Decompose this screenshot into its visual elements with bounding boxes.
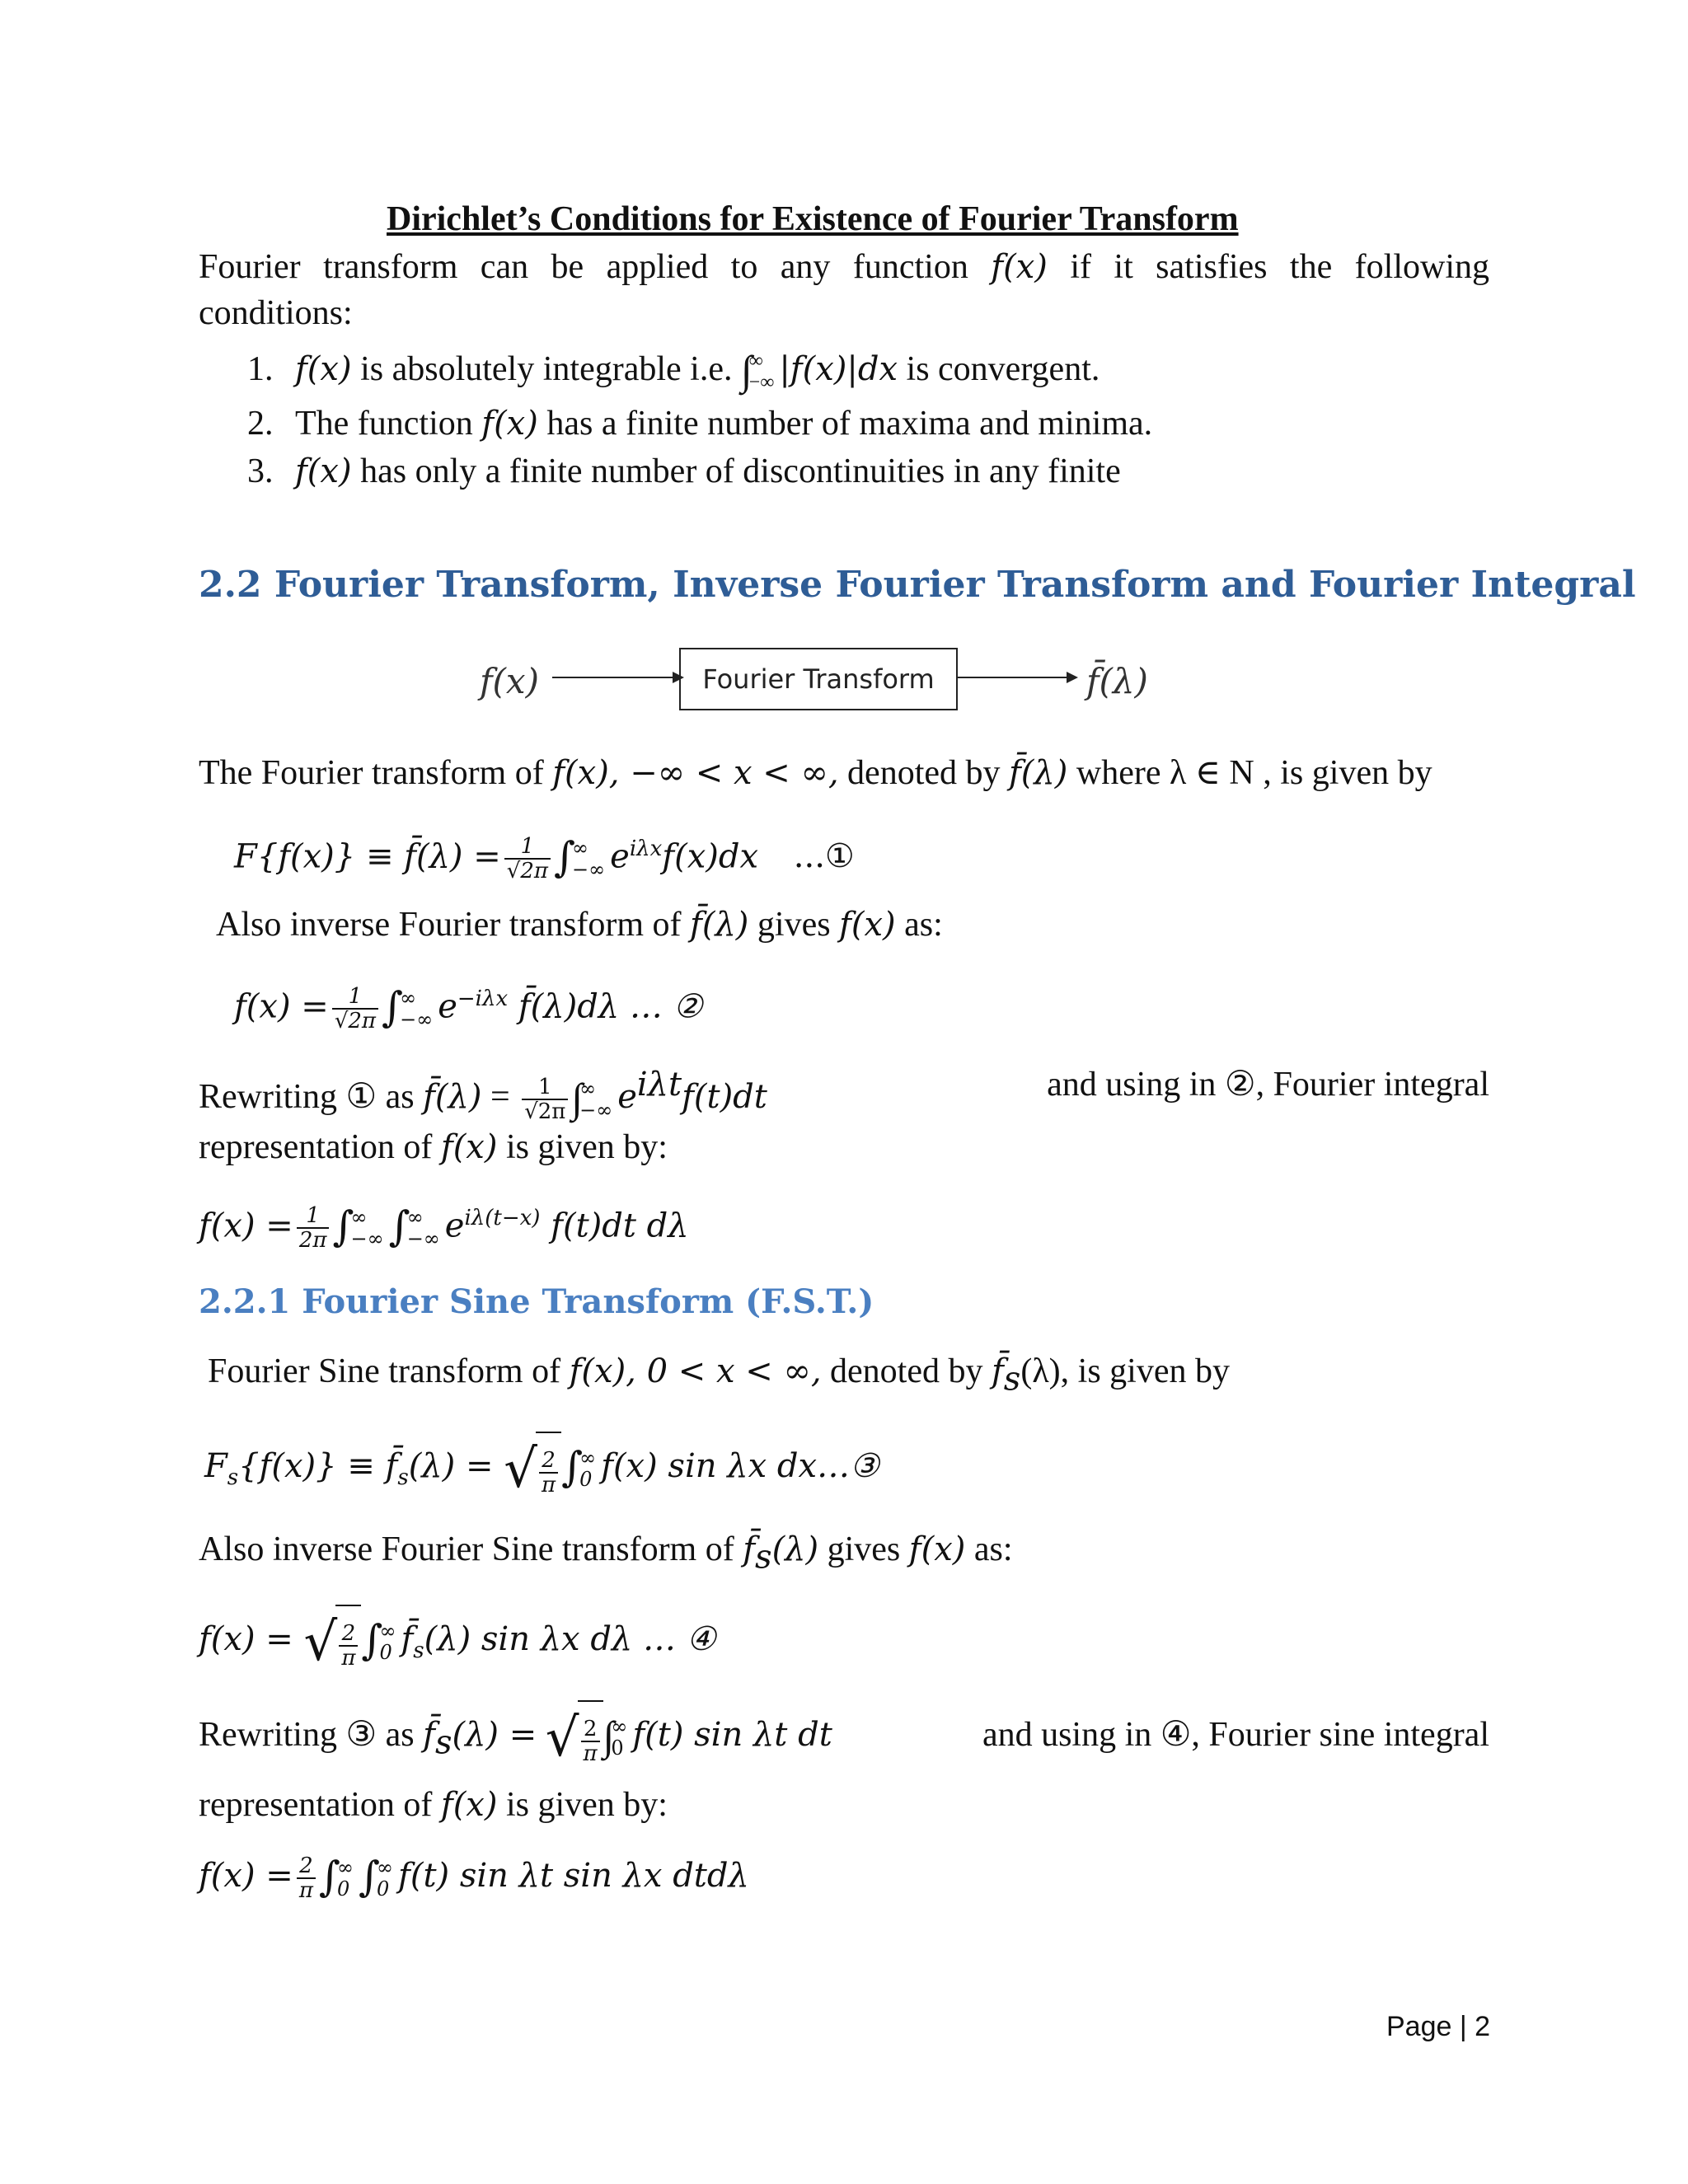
exponent: iλ(t−x) — [464, 1206, 541, 1230]
math-fbar: f̄ — [423, 1716, 435, 1754]
condition-post: has only a finite number of discontinuities in any finite — [351, 452, 1121, 490]
upper-limit: ∞ — [572, 837, 589, 860]
intro-text: Fourier transform can be applied to any function — [199, 248, 968, 286]
integral-sign: ∫ — [361, 1616, 383, 1664]
eq-lhs: f(x) = — [199, 1620, 293, 1658]
subscript: s — [413, 1638, 424, 1663]
lower-limit: −∞ — [400, 1008, 434, 1032]
integral-sign: ∫ — [358, 1853, 381, 1900]
text: representation of — [199, 1786, 441, 1824]
lower-limit: 0 — [379, 1641, 392, 1664]
fourier-transform-diagram — [0, 643, 1688, 725]
upper-limit: ∞ — [579, 1077, 597, 1101]
fourier-transform-box: Fourier Transform — [679, 648, 958, 710]
rewrite-1-line2 — [199, 1126, 668, 1169]
math-domain: f(x), 0 < x < ∞, — [569, 1352, 822, 1390]
eq-lhs: f(x) = — [199, 1207, 293, 1245]
math-fbar: f̄ — [385, 1447, 398, 1485]
integral-sign: ∫ — [553, 833, 576, 882]
subscript: s — [755, 1538, 772, 1577]
integral-sign: ∫ — [388, 1202, 410, 1251]
integral-sign: ∫ — [561, 1443, 584, 1491]
text: Also inverse Fourier Sine transform of — [199, 1530, 743, 1568]
subscript: s — [434, 1723, 452, 1762]
lower-limit: −∞ — [748, 372, 775, 394]
intro-paragraph-line2: conditions: — [199, 294, 353, 332]
text: as: — [965, 1530, 1013, 1568]
text: Fourier Sine transform of — [208, 1352, 570, 1390]
exponent: −iλx — [457, 987, 509, 1011]
text: representation of — [199, 1128, 441, 1166]
condition-text: is absolutely integrable i.e. — [351, 350, 741, 388]
page-number: Page | 2 — [1386, 2011, 1491, 2042]
text: denoted by — [838, 754, 1009, 792]
text: Also inverse Fourier transform of — [216, 906, 691, 944]
upper-limit: ∞ — [400, 987, 417, 1010]
math-fbar: f̄ — [991, 1352, 1004, 1390]
eq-tail: f(x)dx — [662, 837, 759, 876]
text: = — [481, 1078, 519, 1116]
math-fbar: f̄(λ) — [690, 906, 749, 944]
subscript: s — [1003, 1360, 1021, 1399]
intro-paragraph-line1 — [199, 246, 1489, 288]
eq-tail: f(x) sin λx dx…③ — [601, 1447, 879, 1485]
equation-fourier-integral — [199, 1185, 689, 1261]
condition-post: is convergent. — [898, 350, 1100, 388]
section-heading-2-2-1: 2.2.1 Fourier Sine Transform (F.S.T.) — [199, 1282, 874, 1321]
upper-limit: ∞ — [406, 1206, 424, 1230]
frac-den: 2π — [298, 1228, 327, 1254]
eq-tail: f(t) sin λt sin λx dtdλ — [398, 1857, 749, 1895]
frac-den: π — [541, 1473, 556, 1497]
frac-num: 2 — [581, 1718, 600, 1742]
section-heading-2-2: 2.2 Fourier Transform, Inverse Fourier Transform and Fourier Integral — [199, 564, 1636, 606]
lower-limit: −∞ — [350, 1227, 384, 1251]
list-number: 3. — [247, 452, 274, 490]
frac-num: 2 — [539, 1449, 558, 1474]
eq-tail: (λ) sin λx dλ … ④ — [424, 1620, 716, 1658]
subscript: s — [397, 1465, 409, 1490]
sqrt: √ $\frac{2}{\pi}$ — [546, 1699, 603, 1776]
upper-limit: ∞ — [748, 350, 763, 373]
condition-fx: f(x) — [481, 405, 538, 443]
equation-2 — [234, 966, 702, 1042]
equation-1 — [234, 816, 855, 892]
upper-limit: ∞ — [377, 1856, 394, 1879]
lower-limit: 0 — [611, 1736, 624, 1760]
ifst-intro-line — [199, 1528, 1013, 1578]
text: gives — [748, 906, 840, 944]
integrand: e — [610, 837, 630, 876]
text: and using in ②, Fourier integral — [1047, 1066, 1489, 1104]
frac-num: 2 — [339, 1622, 358, 1647]
equation-fourier-sine-integral — [199, 1843, 749, 1911]
text: gives — [818, 1530, 909, 1568]
math-fx: f(x) — [440, 1786, 498, 1824]
document-title: Dirichlet’s Conditions for Existence of Fourier Transform — [387, 200, 1239, 238]
condition-post: has a finite number of maxima and minima. — [537, 405, 1153, 443]
frac-den: √2π — [334, 1009, 377, 1034]
lower-limit: −∞ — [579, 1099, 613, 1122]
math-fbar: f̄(λ) — [1009, 754, 1068, 792]
integral-sign: ∫ — [740, 347, 753, 394]
eq-lhs: F{f(x)} ≡ f̄(λ) = — [234, 837, 501, 876]
rewrite-1-line — [199, 1052, 1489, 1132]
eq-lhs: f(x) = — [199, 1857, 293, 1895]
rewrite-2-line — [199, 1698, 1489, 1779]
text: where λ ∈ N , is given by — [1067, 754, 1432, 792]
frac-den: π — [298, 1878, 313, 1903]
integrand: e — [617, 1078, 637, 1116]
frac-num: 1 — [522, 1076, 568, 1100]
list-number: 1. — [247, 350, 274, 388]
integral-sign: ∫ — [382, 983, 404, 1032]
text: (λ), is given by — [1020, 1352, 1230, 1390]
sqrt: √ $\frac{2}{\pi}$ — [304, 1603, 362, 1680]
fst-intro-line — [208, 1350, 1230, 1400]
eq-lhs: f(x) = — [234, 987, 329, 1026]
upper-limit: ∞ — [379, 1619, 396, 1643]
frac-num: 1 — [332, 985, 378, 1010]
equation-3 — [204, 1429, 879, 1515]
integral-sign: ∫ — [332, 1202, 354, 1251]
lower-limit: −∞ — [572, 858, 606, 882]
text: The Fourier transform of — [199, 754, 553, 792]
upper-limit: ∞ — [579, 1446, 597, 1469]
eq-tail: f(t)dt dλ — [540, 1207, 689, 1245]
intro-fx: f(x) — [991, 248, 1048, 286]
text: is given by: — [497, 1786, 668, 1824]
lower-limit: 0 — [336, 1877, 350, 1900]
integrand: |f(x)|dx — [779, 350, 898, 388]
math-fx: f(x) — [440, 1128, 498, 1166]
diagram-output-label: f̄(λ) — [1086, 661, 1148, 701]
subscript: s — [227, 1465, 239, 1490]
lower-limit: 0 — [579, 1468, 593, 1491]
math-fbar: f̄ — [401, 1620, 414, 1658]
eq-lhs: F — [204, 1447, 227, 1485]
eq-lhs: (λ) = — [408, 1447, 494, 1485]
condition-fx: f(x) — [295, 350, 352, 388]
integrand: e — [438, 987, 457, 1026]
frac-num: 1 — [297, 1204, 330, 1229]
integral-sign: ∫ — [571, 1075, 584, 1122]
equation-4 — [199, 1602, 716, 1688]
upper-limit: ∞ — [336, 1856, 354, 1879]
ft-intro-line — [199, 752, 1432, 794]
math-fx: f(x) — [839, 906, 896, 944]
upper-limit: ∞ — [350, 1206, 368, 1230]
text: denoted by — [821, 1352, 992, 1390]
condition-item-1 — [247, 348, 1100, 393]
math-fx: f(x) — [908, 1530, 966, 1568]
condition-item-2 — [247, 402, 1152, 445]
math-domain: f(x), −∞ < x < ∞, — [552, 754, 839, 792]
eq-lhs: {f(x)} ≡ — [238, 1447, 386, 1485]
exponent: iλx — [629, 837, 663, 861]
math-fbar: f̄(λ) — [423, 1078, 482, 1116]
eq-tail: f(t) sin λt dt — [632, 1716, 832, 1754]
math-fbar: f̄ — [743, 1530, 756, 1568]
integral-sign: ∫ — [318, 1853, 340, 1900]
eq-tail: f(t)dt — [682, 1078, 767, 1116]
text: as: — [895, 906, 943, 944]
list-number: 2. — [247, 405, 274, 443]
text: is given by: — [497, 1128, 668, 1166]
lower-limit: 0 — [377, 1877, 390, 1900]
frac-den: √2π — [524, 1099, 566, 1125]
frac-num: 2 — [297, 1854, 316, 1879]
frac-den: √2π — [506, 859, 548, 884]
sqrt: √ $\frac{2}{\pi}$ — [504, 1430, 561, 1507]
condition-item-3 — [247, 450, 1121, 493]
condition-fx: f(x) — [295, 452, 352, 490]
frac-num: 1 — [504, 835, 551, 860]
upper-limit: ∞ — [611, 1715, 628, 1739]
frac-den: π — [341, 1646, 356, 1671]
math-lambda: (λ) — [771, 1530, 819, 1568]
integrand: e — [444, 1207, 465, 1245]
frac-den: π — [583, 1741, 598, 1767]
condition-text: The function — [295, 405, 482, 443]
arrow-icon — [552, 668, 684, 687]
arrow-icon — [958, 668, 1078, 687]
lower-limit: −∞ — [406, 1227, 440, 1251]
equation-ref: ...① — [793, 837, 855, 876]
diagram-input-label: f(x) — [480, 661, 540, 701]
text: Rewriting ③ as — [199, 1716, 424, 1754]
integral-sign: ∫ — [603, 1713, 615, 1760]
eq-tail: f̄(λ)dλ … ② — [518, 987, 703, 1026]
exponent: iλt — [636, 1066, 682, 1104]
text: and using in ④, Fourier sine integral — [982, 1716, 1489, 1754]
intro-tail: if it satisfies the following — [1070, 248, 1490, 286]
text: Rewriting ① as — [199, 1078, 424, 1116]
inverse-intro-line — [216, 903, 943, 946]
rewrite-2-line2 — [199, 1783, 668, 1826]
math-lambda: (λ) = — [452, 1716, 537, 1754]
